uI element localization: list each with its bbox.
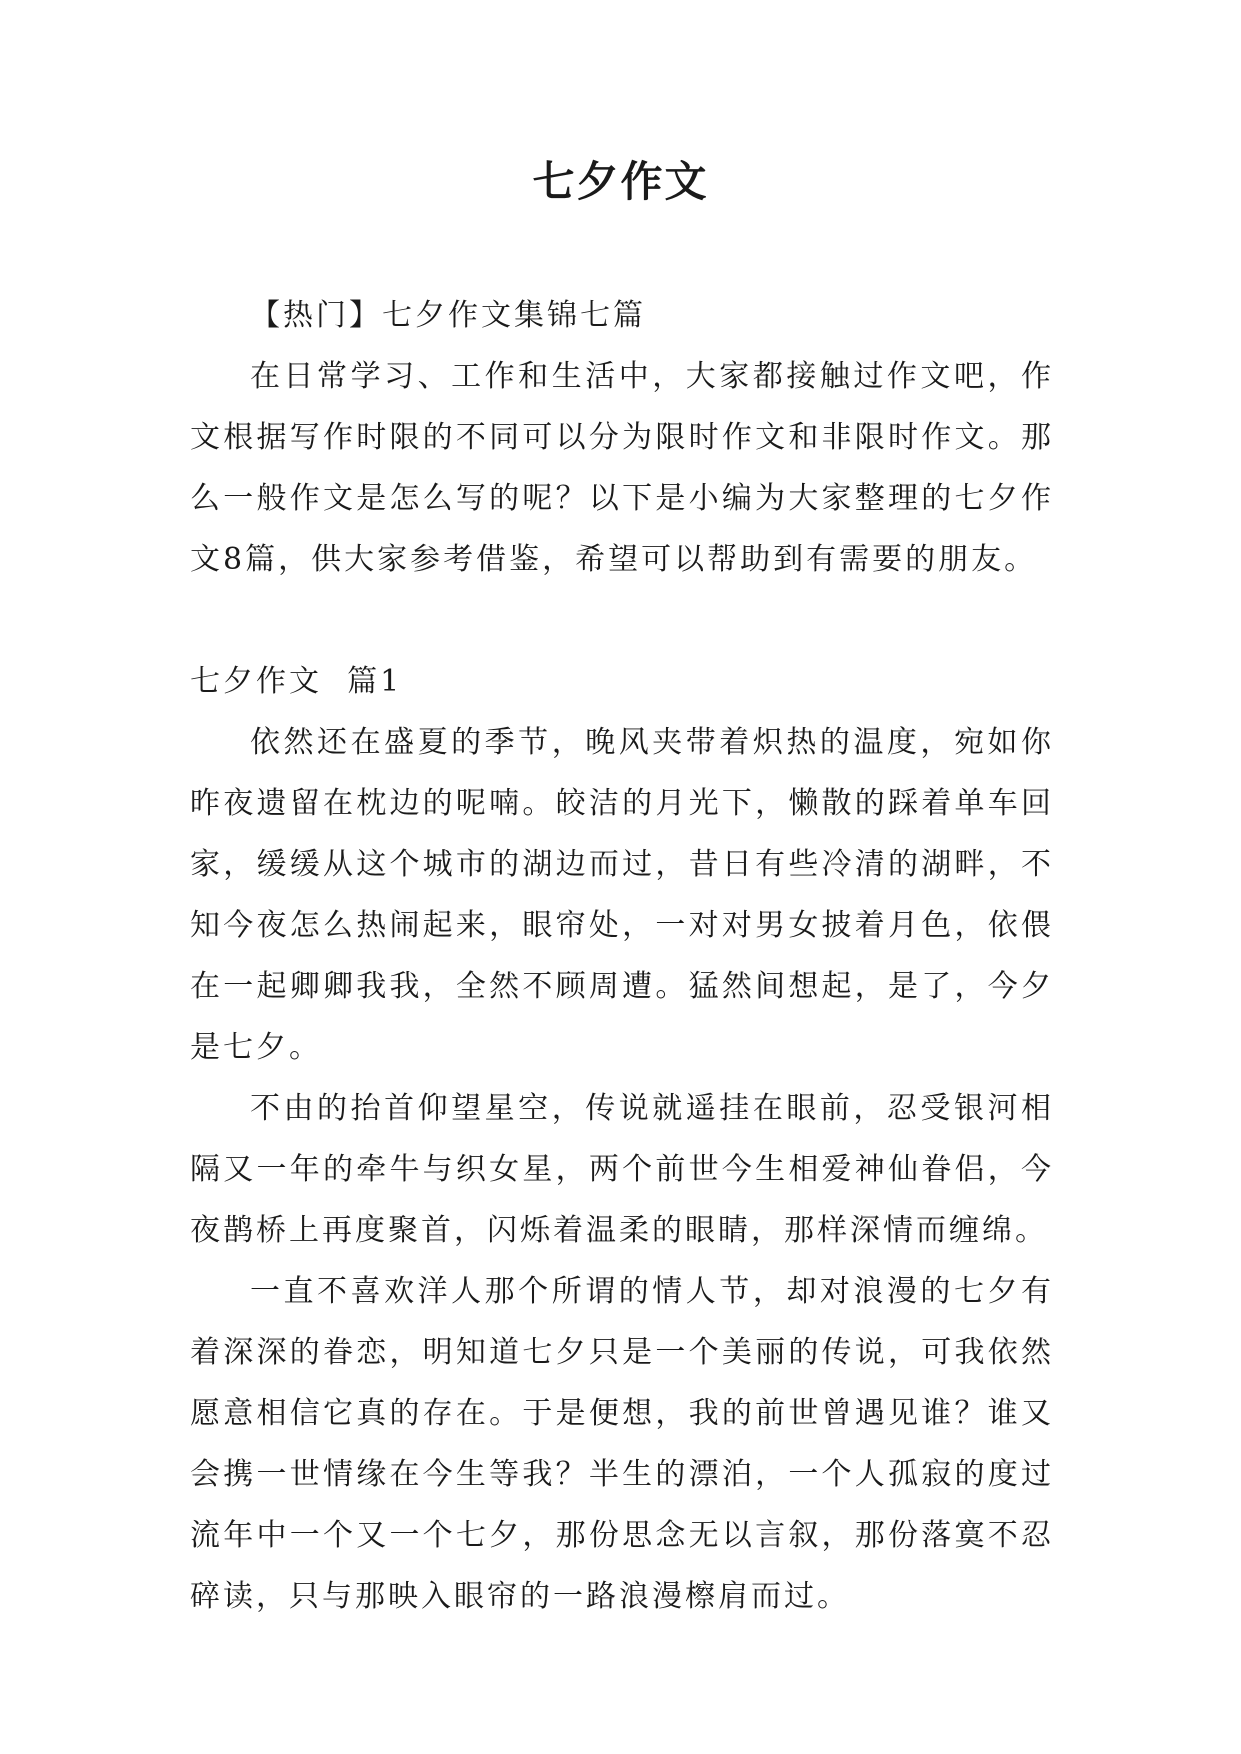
body-paragraph: 一直不喜欢洋人那个所谓的情人节，却对浪漫的七夕有着深深的眷恋，明知道七夕只是一个美丽的传说，可我依然愿意相信它真的存在。于是便想，我的前世曾遇见谁？谁又会携一世情缘在今生等我？半生的漂泊，一个人孤寂的度过流年中一个又一个七夕，那份思念无以言叙，那份落寞不忍碎读，只与那映入眼帘的一路浪漫檫肩而过。 — [190, 1274, 1054, 1614]
document-body — [190, 285, 1054, 1627]
section-spacer — [190, 590, 1054, 651]
document-subtitle: 【热门】七夕作文集锦七篇 — [250, 298, 646, 333]
section-heading: 七夕作文 篇1 — [190, 664, 403, 699]
body-paragraph: 不由的抬首仰望星空，传说就遥挂在眼前，忍受银河相隔又一年的牵牛与织女星，两个前世今生相爱神仙眷侣，今夜鹊桥上再度聚首，闪烁着温柔的眼睛，那样深情而缠绵。 — [190, 1091, 1054, 1248]
body-paragraph: 依然还在盛夏的季节，晚风夹带着炽热的温度，宛如你昨夜遗留在枕边的呢喃。皎洁的月光下，懒散的踩着单车回家，缓缓从这个城市的湖边而过，昔日有些冷清的湖畔，不知今夜怎么热闹起来，眼帘处，一对对男女披着月色，依偎在一起卿卿我我，全然不顾周遭。猛然间想起，是了，今夕是七夕。 — [190, 725, 1054, 1065]
document-title: 七夕作文 — [532, 157, 709, 206]
intro-paragraph: 在日常学习、工作和生活中，大家都接触过作文吧，作文根据写作时限的不同可以分为限时作文和非限时作文。那么一般作文是怎么写的呢？以下是小编为大家整理的七夕作文8篇，供大家参考借鉴，希望可以帮助到有需要的朋友。 — [190, 359, 1054, 577]
